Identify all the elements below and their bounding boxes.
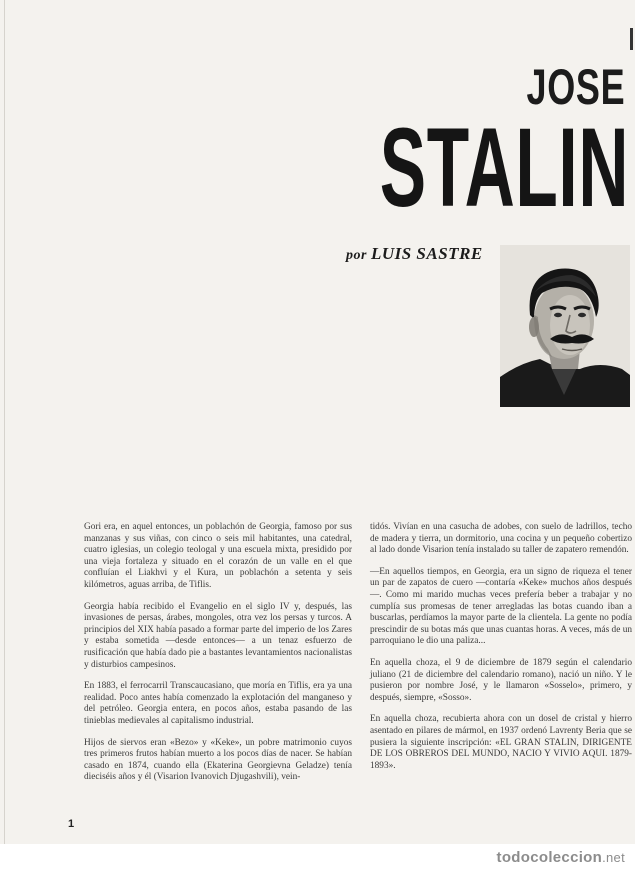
left-text-column [84,522,352,794]
portrait-photo-icon [500,245,630,407]
byline-prefix: por [346,248,367,263]
watermark-ext: .net [602,850,625,865]
watermark-logo [497,849,625,866]
paragraph: Georgia había recibido el Evangelio en el siglo IV y, después, las invasiones de persas, árabes, mongoles, otra vez los persas y turcos. A principios del XIX había pasado a formar parte del imperio de los Zares y estaba sometida —desde entonces— a un tenaz esfuerzo de rusificación que había dado pie a bastantes levantamientos nacionalistas y disturbios campesinos. [84,601,352,670]
title-first-name: JOSE [526,59,625,115]
title-surname: STALIN [379,105,629,230]
paragraph: En aquella choza, recubierta ahora con un dosel de cristal y hierro asentado en pilares de mármol, en 1937 ordenó Lavrenty Beria que se pusiera la siguiente inscripción: «EL GRAN STALIN, DIRIGENTE DE LOS OBREROS DEL MUNDO, NACIO Y VIVIO AQUI. 1879-1893». [370,714,632,771]
right-text-column [370,522,632,782]
paragraph: En aquella choza, el 9 de diciembre de 1879 según el calendario juliano (21 de diciembre del calendario romano), nació un niño. Y le pusieron por nombre José, y le llamaron «Sosselo», primero, y después, siempre, «Sosso». [370,657,632,703]
byline [346,244,483,264]
paragraph: En 1883, el ferrocarril Transcaucasiano, que moría en Tiflis, era ya una realidad. Poco antes había comenzado la explotación del manganeso y del petróleo. Georgia entera, en pocos años, estaba pasando de las tinieblas medievales al capitalismo industrial. [84,681,352,726]
page-number: 1 [68,818,75,830]
paragraph: tidós. Vivían en una casucha de adobes, con suelo de ladrillos, techo de madera y tierra, un dormitorio, una cocina y un pequeño cobertizo al lado donde Visarion tenía instalado su taller de zapatero remendón. [370,522,632,556]
watermark-bar [0,844,635,874]
paragraph: —En aquellos tiempos, en Georgia, era un signo de riqueza el tener un par de zapatos de cuero —contaría «Keke» muchos años después—. Como mi marido muchas veces prefería beber a trabajar y no cumplía sus promesas de tener arregladas las botas cuando iban a buscarlas, perdíamos la mayor parte de la clientela. La gente no podía prescindir de su botas más que unas cuantas horas. A veces, más de un parroquiano le dio una paliza... [370,566,632,647]
paragraph: Hijos de siervos eran «Bezo» y «Keke», un pobre matrimonio cuyos tres primeros frutos habían muerto a los pocos días de nacer. Se habían casado en 1874, cuando ella (Ekaterina Georgievna Geladze) tenía dieciséis años y él (Visarion Ivanovich Djugashvili), vein- [84,737,352,783]
portrait-photo [500,245,630,407]
edge-mark [630,28,633,50]
paragraph: Gori era, en aquel entonces, un poblachón de Georgia, famoso por sus manzanas y sus viñas, con cinco o seis mil habitantes, una catedral, cuatro iglesias, un colegio teologal y una escuela mixta, presidido por una vieja fortaleza y situado en el corazón de un valle en el que confluían el Liakhvi y el Kura, un poblachón a setenta y seis kilómetros, aguas arriba, de Tiflis. [84,522,352,590]
page-fold-line [4,0,5,874]
byline-author: LUIS SASTRE [370,244,483,263]
watermark-brand: todocoleccion [496,849,603,866]
